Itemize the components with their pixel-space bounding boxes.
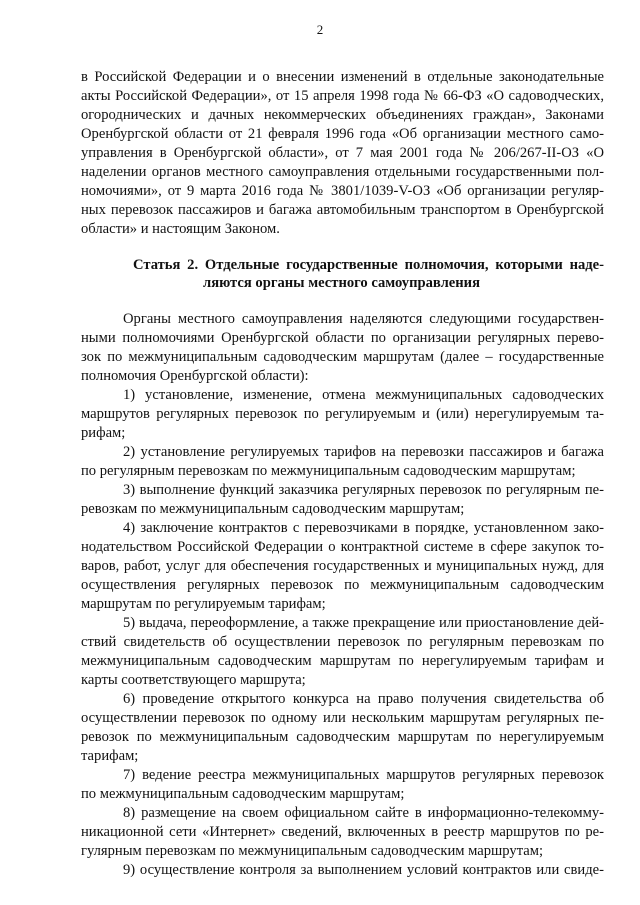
text-line: области» и настоящим Законом. [81, 221, 280, 237]
text-line: в Российской Федерации и о внесении изменений в отдельные законодательные [81, 69, 604, 85]
article-heading: ляются органы местного самоуправления [203, 275, 480, 291]
text-line: по регулярным перевозкам по межмуниципальным садоводческим маршрутам; [81, 463, 576, 479]
text-line: маршрутов регулярных перевозок по регулируемым и (или) нерегулируемым та- [81, 406, 604, 422]
text-line: огороднических и дачных некоммерческих объединениях граждан», Законами [81, 107, 604, 123]
text-line: номочиями», от 9 марта 2016 года № 3801/1039-V-ОЗ «Об организации регуляр- [81, 183, 604, 199]
text-line: карты соответствующего маршрута; [81, 672, 306, 688]
text-line: Оренбургской области от 21 февраля 1996 года «Об организации местного само- [81, 126, 604, 142]
text-line: ствий свидетельств об осуществлении перевозок по регулярным перевозкам по [81, 634, 604, 650]
list-item: 6) проведение открытого конкурса на право получения свидетельства об [123, 691, 604, 707]
text-line: наделении органов местного самоуправления отдельными государственными пол- [81, 164, 604, 180]
text-line: нодательством Российской Федерации о контрактной системе в сфере закупок то- [81, 539, 604, 555]
list-item: 4) заключение контрактов с перевозчиками в порядке, установленном зако- [123, 520, 604, 536]
text-line: акты Российской Федерации», от 15 апреля 1998 года № 66-ФЗ «О садоводческих, [81, 88, 604, 104]
text-line: ными полномочиями Оренбургской области по организации регулярных перево- [81, 330, 604, 346]
list-item: 3) выполнение функций заказчика регулярных перевозок по регулярным пе- [123, 482, 604, 498]
text-line: осуществления регулярных перевозок по межмуниципальным садоводческим [81, 577, 604, 593]
list-item: 1) установление, изменение, отмена межмуниципальных садоводческих [123, 387, 604, 403]
text-line: маршрутам по регулируемым тарифам; [81, 596, 326, 612]
article-heading: Статья 2. Отдельные государственные полномочия, которыми наде- [133, 257, 604, 273]
text-line: ревозкам по межмуниципальным садоводческим маршрутам; [81, 501, 465, 517]
list-item: 8) размещение на своем официальном сайте в информационно-телекомму- [123, 805, 604, 821]
text-line: по межмуниципальным садоводческим маршрутам; [81, 786, 405, 802]
page-number: 2 [316, 22, 324, 37]
list-item: 2) установление регулируемых тарифов на перевозки пассажиров и багажа [123, 444, 604, 460]
text-line: осуществлении перевозок по одному или нескольким маршрутам регулярных пе- [81, 710, 604, 726]
text-line: зок по межмуниципальным садоводческим маршрутам (далее – государственные [81, 349, 604, 365]
text-line: полномочия Оренбургской области): [81, 368, 309, 384]
text-line: никационной сети «Интернет» сведений, включенных в реестр маршрутов по ре- [81, 824, 604, 840]
text-line: рифам; [81, 425, 126, 441]
text-line: гулярным перевозкам по межмуниципальным садоводческим маршрутам; [81, 843, 544, 859]
list-item: 5) выдача, переоформление, а также прекращение или приостановление дей- [123, 615, 604, 631]
text-line: ревозок по межмуниципальным садоводческим маршрутам по нерегулируемым [81, 729, 604, 745]
text-line: Органы местного самоуправления наделяются следующими государствен- [123, 311, 604, 327]
text-line: управления в Оренбургской области», от 7 мая 2001 года № 206/267-II-ОЗ «О [81, 145, 604, 161]
text-line: межмуниципальным садоводческим маршрутам по нерегулируемым тарифам и [81, 653, 604, 669]
list-item: 9) осуществление контроля за выполнением условий контрактов или свиде- [123, 862, 604, 878]
text-line: варов, работ, услуг для обеспечения государственных и муниципальных нужд, для [81, 558, 604, 574]
text-line: ных перевозок пассажиров и багажа автомобильным транспортом в Оренбургской [81, 202, 604, 218]
text-line: тарифам; [81, 748, 139, 764]
list-item: 7) ведение реестра межмуниципальных маршрутов регулярных перевозок [123, 767, 604, 783]
